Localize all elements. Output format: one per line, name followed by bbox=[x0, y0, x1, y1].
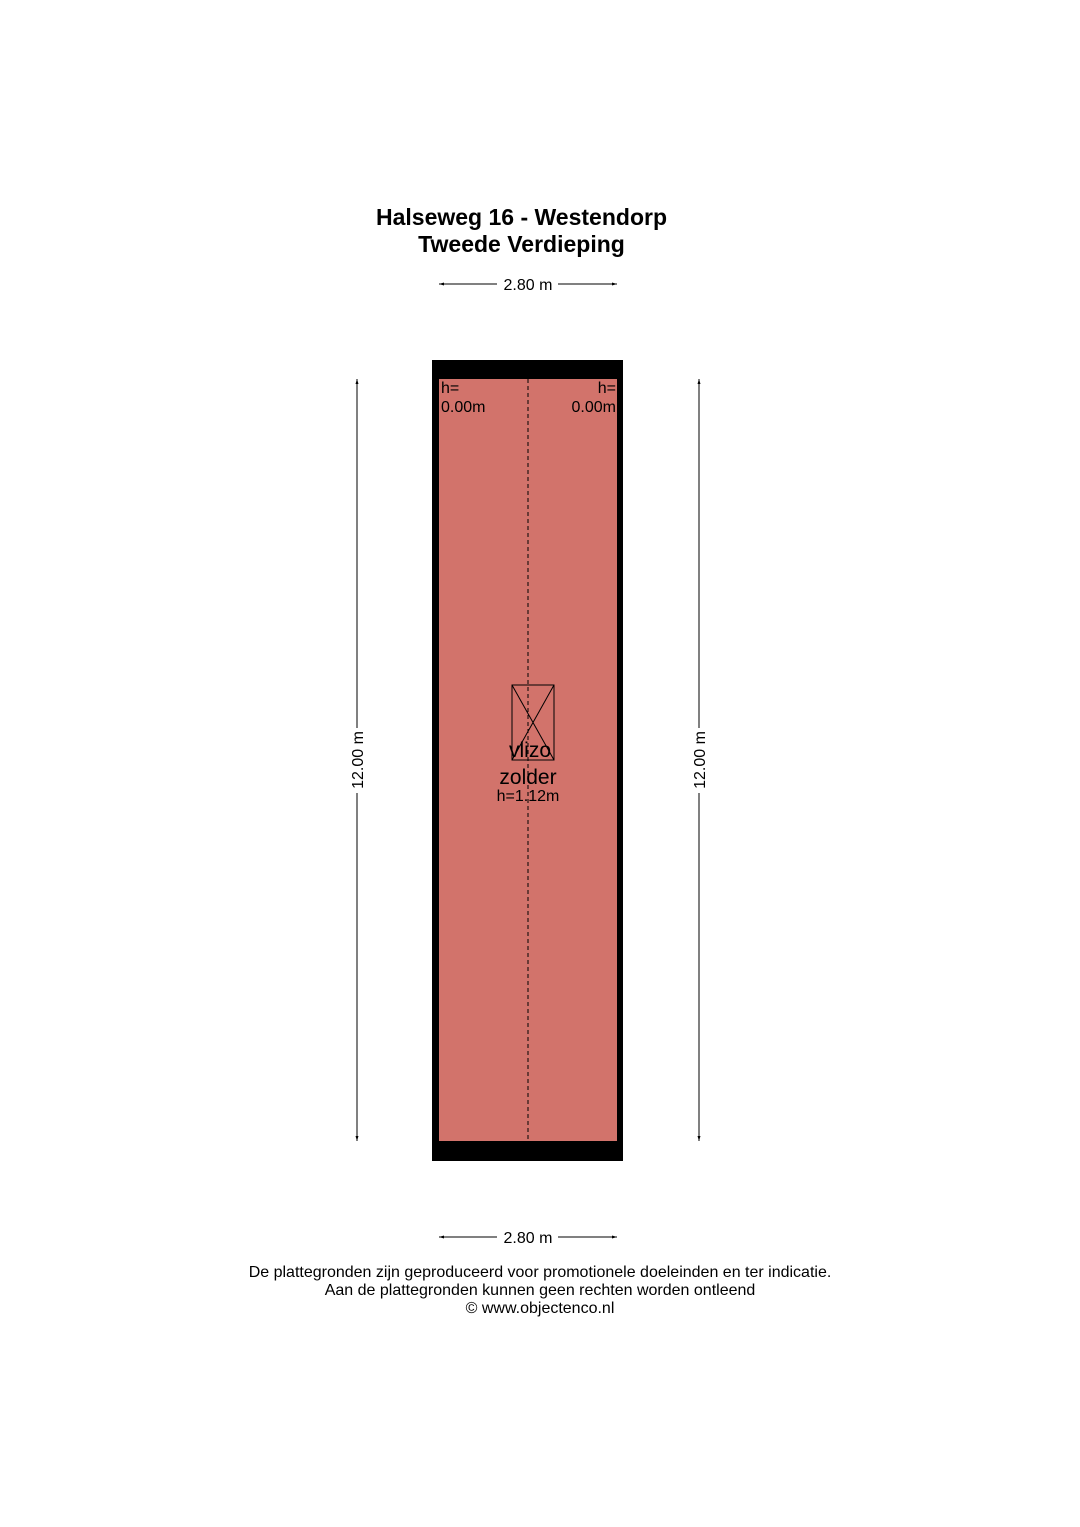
plan-title: Halseweg 16 - Westendorp bbox=[376, 204, 667, 230]
disclaimer-line-1: De plattegronden zijn geproduceerd voor promotionele doeleinden en ter indicatie. bbox=[248, 1264, 832, 1281]
attic-room bbox=[432, 360, 623, 1161]
dimension-right-label: 12.00 m bbox=[692, 731, 709, 789]
disclaimer-line-2: Aan de plattegronden kunnen geen rechten worden ontleend bbox=[324, 1282, 756, 1299]
dimension-left-height bbox=[350, 379, 367, 1141]
hatch-label: vlizo bbox=[508, 739, 552, 762]
dimension-right-height bbox=[692, 379, 709, 1141]
right-height-value: 0.00m bbox=[571, 399, 616, 416]
dimension-bottom-width bbox=[439, 1230, 617, 1247]
right-height-label: h= bbox=[597, 380, 616, 397]
left-height-value: 0.00m bbox=[441, 399, 486, 416]
dimension-left-label: 12.00 m bbox=[350, 731, 367, 789]
room-height: h=1.12m bbox=[496, 788, 560, 805]
left-height-label: h= bbox=[441, 380, 460, 397]
dimension-bottom-label: 2.80 m bbox=[503, 1230, 553, 1247]
floor-name: Tweede Verdieping bbox=[418, 231, 625, 257]
room-name: zolder bbox=[499, 766, 557, 789]
dimension-top-label: 2.80 m bbox=[503, 277, 553, 294]
copyright: © www.objectenco.nl bbox=[465, 1300, 615, 1317]
dimension-top-width bbox=[439, 277, 617, 294]
